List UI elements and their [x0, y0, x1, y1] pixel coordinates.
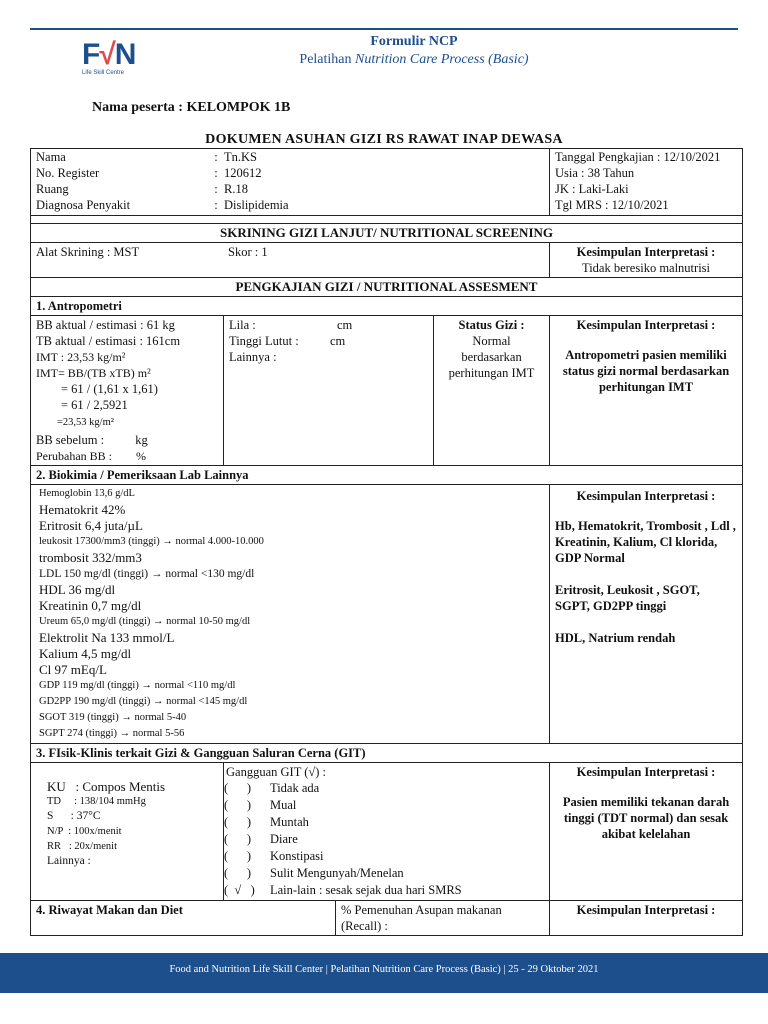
- label-ruang: Ruang: [36, 182, 69, 196]
- header-rule: [30, 28, 738, 30]
- fisik-line: S : 37°C: [47, 810, 101, 822]
- antro-lainnya: Lainnya :: [229, 350, 277, 364]
- fisik-line: RR : 20x/menit: [47, 841, 118, 852]
- antro-calc-3: =23,53 kg/m²: [36, 417, 114, 428]
- value-diagnosa: Dislipidemia: [224, 198, 289, 212]
- antro-bb-sebelum: BB sebelum : kg: [36, 433, 148, 447]
- antro-lila: Lila : cm: [229, 318, 353, 332]
- form-subtitle: [0, 52, 768, 68]
- status-gizi-line-2: berdasarkan: [461, 350, 522, 364]
- git-checkbox: ( ): [224, 798, 252, 812]
- bio-lab-line: Elektrolit Na 133 mmol/L: [39, 630, 175, 645]
- colon: :: [214, 166, 218, 180]
- git-item-label: Lain-lain : sesak sejak dua hari SMRS: [270, 883, 462, 897]
- git-title: Gangguan GIT (√) :: [226, 765, 327, 779]
- bio-lab-line: Kreatinin 0,7 mg/dl: [39, 598, 142, 613]
- screening-heading: SKRINING GIZI LANJUT/ NUTRITIONAL SCREENING: [31, 224, 743, 243]
- fisik-heading: 3. FIsik-Klinis terkait Gizi & Gangguan Saluran Cerna (GIT): [31, 744, 743, 763]
- screening-score: Skor : 1: [228, 245, 268, 259]
- diet-kes-title: Kesimpulan Interpretasi :: [550, 901, 743, 936]
- diet-row: [31, 901, 743, 936]
- bio-kes-title: Kesimpulan Interpretasi :: [576, 489, 716, 503]
- bio-lab-line: Cl 97 mEq/L: [39, 662, 107, 677]
- bio-lab-line: Ureum 65,0 mg/dl (tinggi) → normal 10-50 mg/dl: [39, 616, 251, 627]
- colon: :: [214, 150, 218, 164]
- fisik-kes-value: Pasien memiliki tekanan darah tinggi (TDT normal) dan sesak akibat kelelahan: [562, 795, 730, 841]
- bio-lab-line: leukosit 17300/mm3 (tinggi) → normal 4.000-10.000: [39, 536, 264, 547]
- antro-heading-row: [31, 297, 743, 316]
- status-gizi-title: Status Gizi :: [458, 318, 525, 332]
- bio-heading: 2. Biokimia / Pemeriksaan Lab Lainnya: [31, 466, 743, 485]
- document-title: DOKUMEN ASUHAN GIZI RS RAWAT INAP DEWASA: [205, 132, 563, 147]
- git-item-label: Tidak ada: [270, 781, 320, 795]
- git-checklist-item: [224, 814, 544, 831]
- footer-text: Food and Nutrition Life Skill Center | Pelatihan Nutrition Care Process (Basic) | 25 - 29 Oktober 2021: [169, 964, 599, 975]
- git-checkbox: ( ): [224, 832, 252, 846]
- subtitle-italic: Nutrition Care Process (Basic): [355, 52, 529, 67]
- antro-perubahan-bb: Perubahan BB : %: [36, 449, 146, 463]
- bio-lab-line: Kalium 4,5 mg/dl: [39, 646, 132, 661]
- bio-lab-line: Hematokrit 42%: [39, 502, 126, 517]
- git-checkbox: ( ): [224, 866, 252, 880]
- git-item-label: Konstipasi: [270, 849, 324, 863]
- antro-bb: BB aktual / estimasi : 61 kg: [36, 318, 175, 332]
- footer-bar: [0, 953, 768, 993]
- bio-lab-line: HDL 36 mg/dl: [39, 582, 116, 597]
- git-item-label: Mual: [270, 798, 297, 812]
- screening-heading-row: [31, 224, 743, 243]
- jenis-kelamin: JK : Laki-Laki: [555, 182, 629, 196]
- git-checkbox: ( ): [224, 849, 252, 863]
- logo-tagline: Life Skill Centre: [82, 70, 125, 76]
- antro-row: [31, 316, 743, 466]
- diet-heading: 4. Riwayat Makan dan Diet: [31, 901, 336, 936]
- bio-lab-line: GDP 119 mg/dl (tinggi) → normal <110 mg/dl: [39, 680, 236, 691]
- bio-row: [31, 485, 743, 744]
- bio-lab-line: trombosit 332/mm3: [39, 550, 142, 565]
- antro-tb: TB aktual / estimasi : 161cm: [36, 334, 181, 348]
- colon: :: [214, 182, 218, 196]
- participant-name: Nama peserta : KELOMPOK 1B: [92, 100, 291, 115]
- screening-tool: Alat Skrining : MST: [36, 245, 140, 259]
- screening-kes-title: Kesimpulan Interpretasi :: [576, 245, 716, 259]
- git-checklist-item: [224, 797, 544, 814]
- fisik-row: [31, 763, 743, 901]
- fisik-heading-row: [31, 744, 743, 763]
- git-checkbox: ( ): [224, 815, 252, 829]
- assessment-form: [30, 148, 743, 936]
- value-register: 120612: [224, 166, 262, 180]
- assessment-heading-row: [31, 278, 743, 297]
- bio-kes-rendah: HDL, Natrium rendah: [555, 631, 676, 645]
- fisik-line: KU : Compos Mentis: [47, 779, 166, 794]
- antro-kes-value: Antropometri pasien memiliki status gizi normal berdasarkan perhitungan IMT: [562, 348, 730, 394]
- git-checklist-item: [224, 780, 544, 797]
- bio-kes-normal: Hb, Hematokrit, Trombosit , Ldl , Kreatinin, Kalium, Cl klorida, GDP Normal: [555, 519, 736, 565]
- fisik-lines: [31, 763, 224, 901]
- colon: :: [214, 198, 218, 212]
- git-checklist-item: [224, 882, 544, 899]
- git-box: [224, 763, 550, 901]
- antro-imt: IMT : 23,53 kg/m²: [36, 350, 126, 364]
- usia: Usia : 38 Tahun: [555, 166, 635, 180]
- bio-lines: [31, 485, 550, 744]
- status-gizi-line-1: Normal: [472, 334, 511, 348]
- tanggal-pengkajian: Tanggal Pengkajian : 12/10/2021: [555, 150, 721, 164]
- git-checklist-item: [224, 848, 544, 865]
- fisik-line: N/P : 100x/menit: [47, 826, 122, 837]
- tanggal-mrs: Tgl MRS : 12/10/2021: [555, 198, 669, 212]
- value-nama: Tn.KS: [224, 150, 257, 164]
- diet-recall: % Pemenuhan Asupan makanan (Recall) :: [336, 901, 550, 936]
- antro-heading: 1. Antropometri: [31, 297, 743, 316]
- git-checkbox: ( ): [224, 781, 252, 795]
- label-register: No. Register: [36, 166, 100, 180]
- form-title: Formulir NCP: [370, 34, 458, 49]
- label-nama: Nama: [36, 150, 66, 164]
- screening-kes-value: Tidak beresiko malnutrisi: [582, 261, 711, 275]
- bio-lab-line: Eritrosit 6,4 juta/µL: [39, 518, 143, 533]
- git-checklist-item: [224, 831, 544, 848]
- assessment-heading: PENGKAJIAN GIZI / NUTRITIONAL ASSESMENT: [31, 278, 743, 297]
- git-item-label: Muntah: [270, 815, 309, 829]
- bio-kes-tinggi: Eritrosit, Leukosit , SGOT, SGPT, GD2PP tinggi: [555, 583, 700, 613]
- subtitle-prefix: Pelatihan: [299, 52, 356, 67]
- bio-lab-line: SGPT 274 (tinggi) → normal 5-56: [39, 728, 185, 739]
- logo-mark: F√N: [82, 38, 136, 71]
- antro-kes-title: Kesimpulan Interpretasi :: [576, 318, 716, 332]
- fisik-kes-title: Kesimpulan Interpretasi :: [576, 765, 716, 779]
- antro-tinggi-lutut: Tinggi Lutut : cm: [229, 334, 346, 348]
- antro-calc-1: = 61 / (1,61 x 1,61): [36, 382, 158, 396]
- status-gizi-line-3: perhitungan IMT: [448, 366, 535, 380]
- bio-lab-line: SGOT 319 (tinggi) → normal 5-40: [39, 712, 187, 723]
- spacer-row: [31, 216, 743, 224]
- git-item-label: Diare: [270, 832, 298, 846]
- value-ruang: R.18: [224, 182, 248, 196]
- label-diagnosa: Diagnosa Penyakit: [36, 198, 131, 212]
- fisik-line: Lainnya :: [47, 855, 91, 867]
- antro-calc-2: = 61 / 2,5921: [36, 398, 128, 412]
- fisik-line: TD : 138/104 mmHg: [47, 796, 146, 807]
- bio-heading-row: [31, 466, 743, 485]
- git-checkbox: ( √ ): [224, 883, 255, 897]
- identity-row: [31, 149, 743, 216]
- bio-lab-line: GD2PP 190 mg/dl (tinggi) → normal <145 mg/dl: [39, 696, 248, 707]
- git-checklist-item: [224, 865, 544, 882]
- bio-lab-line: LDL 150 mg/dl (tinggi) → normal <130 mg/dl: [39, 568, 255, 580]
- antro-imt-formula: IMT= BB/(TB xTB) m²: [36, 366, 151, 380]
- git-item-label: Sulit Mengunyah/Menelan: [270, 866, 404, 880]
- bio-lab-line: Hemoglobin 13,6 g/dL: [39, 488, 135, 499]
- screening-row: [31, 243, 743, 278]
